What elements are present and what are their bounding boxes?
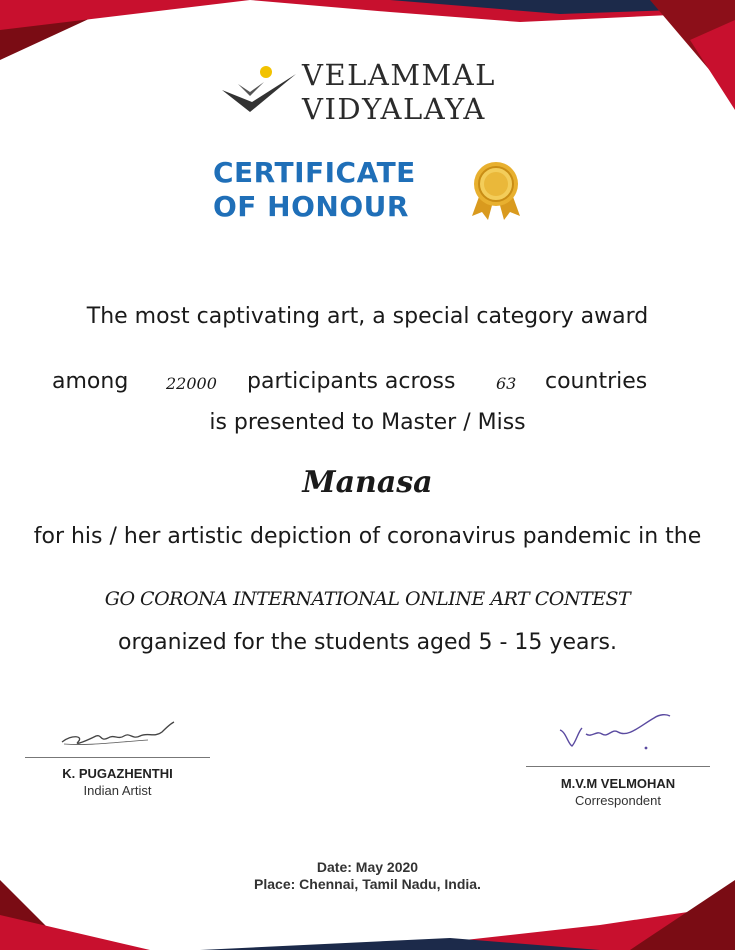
countries-word: countries bbox=[545, 369, 648, 394]
recipient-name: Manasa bbox=[302, 465, 433, 500]
participants-text: participants across bbox=[247, 369, 456, 394]
certificate-date: Date: May 2020 bbox=[316, 859, 419, 875]
certificate-title-line2: OF HONOUR bbox=[213, 190, 409, 223]
school-name-line1: VELAMMAL bbox=[302, 58, 496, 92]
bottom-left-red bbox=[0, 915, 150, 950]
left-signature-image bbox=[58, 718, 178, 750]
depiction-text: for his / her artistic depiction of coronavirus pandemic in the bbox=[33, 524, 702, 549]
velammal-logo-icon bbox=[220, 62, 298, 122]
top-left-red bbox=[0, 0, 250, 30]
award-medal-icon bbox=[466, 160, 526, 222]
right-signature-line bbox=[526, 766, 710, 767]
right-signatory-name: M.V.M VELMOHAN bbox=[560, 776, 676, 791]
award-description: The most captivating art, a special category award bbox=[86, 304, 649, 329]
contest-name: GO CORONA INTERNATIONAL ONLINE ART CONTEST bbox=[104, 588, 631, 610]
left-signatory-name: K. PUGAZHENTHI bbox=[62, 766, 173, 781]
left-signature-line bbox=[25, 757, 210, 758]
among-word: among bbox=[52, 369, 129, 394]
certificate-title-line1: CERTIFICATE bbox=[213, 156, 416, 189]
certificate-place: Place: Chennai, Tamil Nadu, India. bbox=[254, 876, 481, 892]
right-signature-image bbox=[556, 712, 676, 758]
participants-count: 22000 bbox=[166, 374, 217, 393]
right-signatory-role: Correspondent bbox=[575, 793, 661, 808]
left-signatory-role: Indian Artist bbox=[83, 783, 152, 798]
age-range-text: organized for the students aged 5 - 15 years. bbox=[118, 630, 617, 655]
presented-to: is presented to Master / Miss bbox=[209, 410, 526, 435]
school-name-line2: VIDYALAYA bbox=[302, 92, 486, 126]
countries-count: 63 bbox=[496, 374, 517, 393]
